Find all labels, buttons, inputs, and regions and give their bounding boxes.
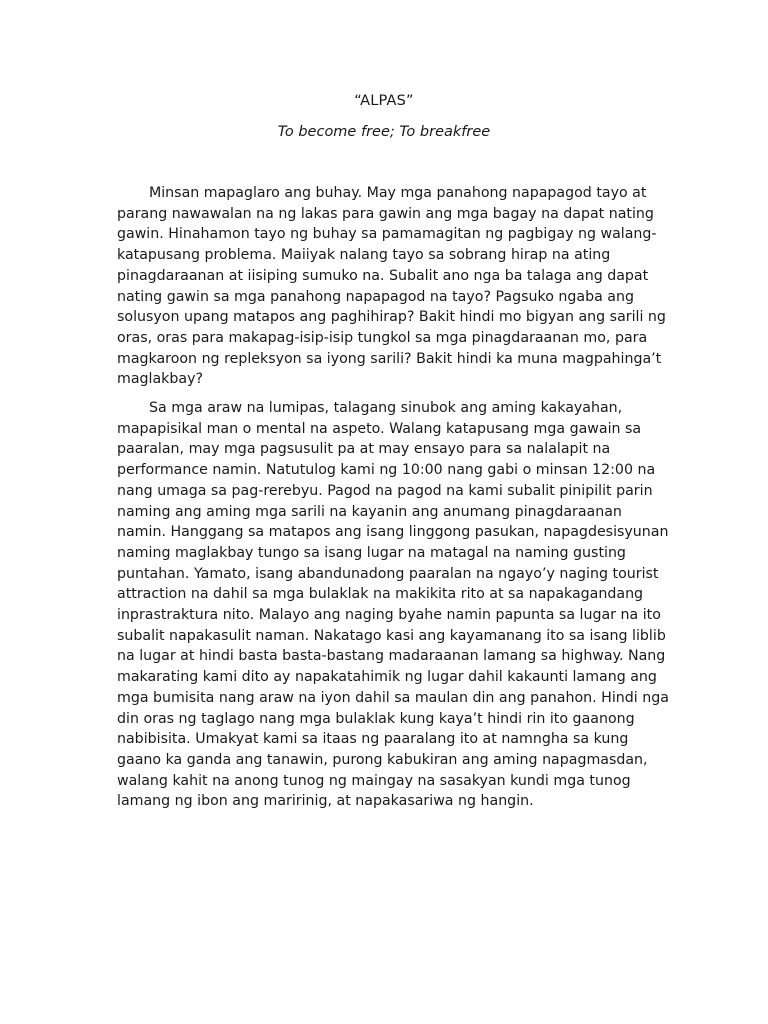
document-body [117, 183, 673, 820]
document-title: “ALPAS” [354, 93, 414, 109]
paragraph: Minsan mapaglaro ang buhay. May mga panahong napapagod tayo at parang nawawalan na ng lakas para gawin ang mga bagay na dapat nating gawin. Hinahamon tayo ng buhay sa pamamagitan ng pagbigay ng walang-katapusang problema. Maiiyak nalang tayo sa sobrang hirap na ating pinagdaraanan at iisiping sumuko na. Subalit ano nga ba talaga ang dapat nating gawin sa mga panahong napapagod na tayo? Pagsuko ngaba ang solusyon upang matapos ang paghihirap? Bakit hindi mo bigyan ang sarili ng oras, oras para makapag-isip-isip tungkol sa mga pinagdaraanan mo, para magkaroon ng repleksyon sa iyong sarili? Bakit hindi ka muna magpahinga’t maglakbay? [117, 185, 666, 388]
document-subtitle: To become free; To breakfree [277, 124, 491, 140]
paragraph: Sa mga araw na lumipas, talagang sinubok ang aming kakayahan, mapapisikal man o mental na aspeto. Walang katapusang mga gawain sa paaralan, may mga pagsusulit pa at may ensayo para sa nalalapit na performance namin. Natutulog kami ng 10:00 nang gabi o minsan 12:00 na nang umaga sa pag-rerebyu. Pagod na pagod na kami subalit pinipilit parin naming ang aming mga sarili na kayanin ang anumang pinagdaraanan namin. Hanggang sa matapos ang isang linggong pasukan, napagdesisyunan naming maglakbay tungo sa isang lugar na matagal na naming gusting puntahan. Yamato, isang abandunadong paaralan na ngayo’y naging tourist attraction na dahil sa mga bulaklak na makikita rito at sa napakagandang inprastraktura nito. Malayo ang naging byahe namin papunta sa lugar na ito subalit napakasulit naman. Nakatago kasi ang kayamanang ito sa isang liblib na lugar at hindi basta basta-bastang madaraanan lamang sa highway. Nang makarating kami dito ay napakatahimik ng lugar dahil kakaunti lamang ang mga bumisita nang araw na iyon dahil sa maulan din ang panahon. Hindi nga din oras ng taglago nang mga bulaklak kung kaya’t hindi rin ito gaanong nabibisita. Umakyat kami sa itaas ng paaralang ito at namngha sa kung gaano ka ganda ang tanawin, purong kabukiran ang aming napagmasdan, walang kahit na anong tunog ng maingay na sasakyan kundi mga tunog lamang ng ibon ang maririnig, at napakasariwa ng hangin. [117, 400, 669, 810]
